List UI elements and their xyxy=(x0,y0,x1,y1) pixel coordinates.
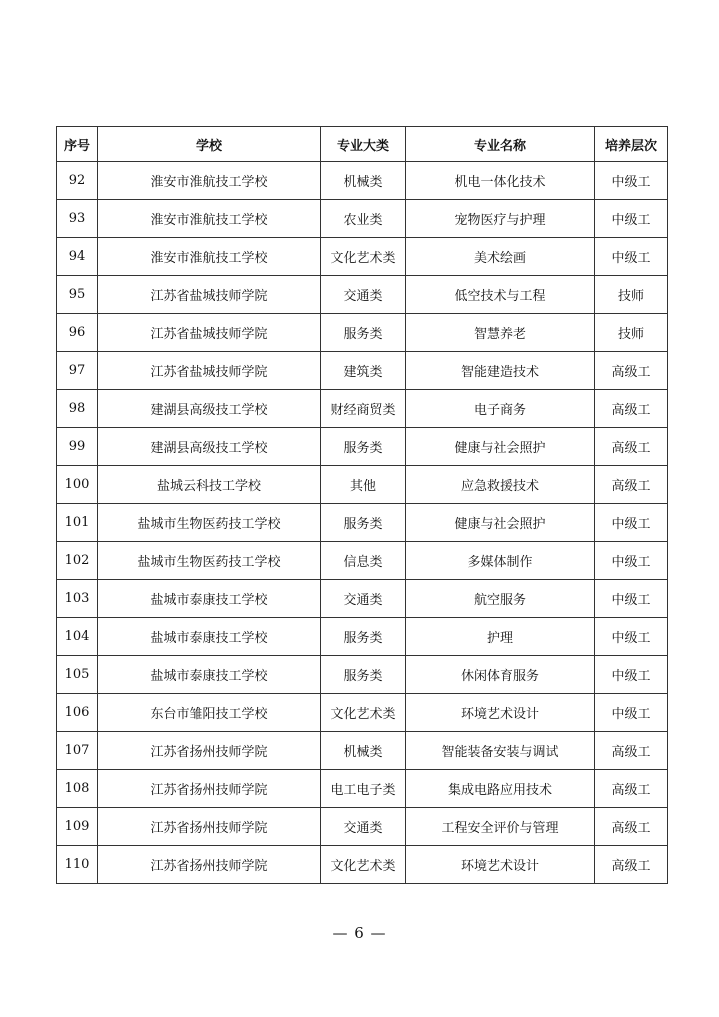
cell-major-category: 电工电子类 xyxy=(321,770,406,808)
cell-training-level: 高级工 xyxy=(595,352,668,390)
table-row xyxy=(57,428,668,466)
table-row xyxy=(57,238,668,276)
cell-training-level: 技师 xyxy=(595,276,668,314)
cell-serial-number: 96 xyxy=(57,314,98,352)
table-body xyxy=(57,162,668,884)
cell-major-category: 交通类 xyxy=(321,808,406,846)
cell-school: 盐城市泰康技工学校 xyxy=(98,580,321,618)
cell-school: 盐城市生物医药技工学校 xyxy=(98,542,321,580)
table-row xyxy=(57,694,668,732)
table-row xyxy=(57,276,668,314)
cell-school: 江苏省扬州技师学院 xyxy=(98,770,321,808)
header-serial-number: 序号 xyxy=(57,127,98,162)
cell-major-category: 财经商贸类 xyxy=(321,390,406,428)
cell-serial-number: 106 xyxy=(57,694,98,732)
cell-training-level: 中级工 xyxy=(595,542,668,580)
cell-school: 江苏省盐城技师学院 xyxy=(98,314,321,352)
table-row xyxy=(57,846,668,884)
cell-serial-number: 94 xyxy=(57,238,98,276)
cell-school: 淮安市淮航技工学校 xyxy=(98,200,321,238)
cell-major-name: 环境艺术设计 xyxy=(406,846,595,884)
cell-training-level: 中级工 xyxy=(595,200,668,238)
cell-school: 江苏省盐城技师学院 xyxy=(98,352,321,390)
cell-school: 盐城市泰康技工学校 xyxy=(98,618,321,656)
cell-serial-number: 105 xyxy=(57,656,98,694)
cell-school: 淮安市淮航技工学校 xyxy=(98,162,321,200)
cell-serial-number: 98 xyxy=(57,390,98,428)
cell-major-category: 文化艺术类 xyxy=(321,694,406,732)
cell-training-level: 中级工 xyxy=(595,618,668,656)
cell-major-category: 服务类 xyxy=(321,618,406,656)
cell-serial-number: 102 xyxy=(57,542,98,580)
table-row xyxy=(57,504,668,542)
cell-major-name: 集成电路应用技术 xyxy=(406,770,595,808)
cell-school: 淮安市淮航技工学校 xyxy=(98,238,321,276)
cell-training-level: 高级工 xyxy=(595,466,668,504)
table-row xyxy=(57,162,668,200)
cell-major-name: 电子商务 xyxy=(406,390,595,428)
header-school: 学校 xyxy=(98,127,321,162)
cell-training-level: 高级工 xyxy=(595,846,668,884)
cell-major-name: 应急救援技术 xyxy=(406,466,595,504)
cell-serial-number: 99 xyxy=(57,428,98,466)
cell-school: 盐城云科技工学校 xyxy=(98,466,321,504)
table-row xyxy=(57,314,668,352)
cell-major-name: 智慧养老 xyxy=(406,314,595,352)
cell-major-name: 美术绘画 xyxy=(406,238,595,276)
cell-major-name: 健康与社会照护 xyxy=(406,504,595,542)
cell-major-category: 其他 xyxy=(321,466,406,504)
cell-major-name: 宠物医疗与护理 xyxy=(406,200,595,238)
cell-serial-number: 100 xyxy=(57,466,98,504)
header-major-name: 专业名称 xyxy=(406,127,595,162)
cell-major-name: 航空服务 xyxy=(406,580,595,618)
cell-serial-number: 109 xyxy=(57,808,98,846)
cell-school: 江苏省扬州技师学院 xyxy=(98,808,321,846)
table-row xyxy=(57,580,668,618)
cell-school: 建湖县高级技工学校 xyxy=(98,390,321,428)
table-row xyxy=(57,466,668,504)
header-training-level: 培养层次 xyxy=(595,127,668,162)
cell-major-category: 服务类 xyxy=(321,428,406,466)
cell-training-level: 中级工 xyxy=(595,580,668,618)
cell-major-category: 机械类 xyxy=(321,162,406,200)
cell-training-level: 高级工 xyxy=(595,428,668,466)
cell-serial-number: 104 xyxy=(57,618,98,656)
cell-serial-number: 107 xyxy=(57,732,98,770)
cell-major-category: 机械类 xyxy=(321,732,406,770)
cell-major-category: 农业类 xyxy=(321,200,406,238)
cell-training-level: 中级工 xyxy=(595,694,668,732)
cell-serial-number: 95 xyxy=(57,276,98,314)
cell-school: 江苏省扬州技师学院 xyxy=(98,846,321,884)
cell-training-level: 中级工 xyxy=(595,504,668,542)
cell-training-level: 技师 xyxy=(595,314,668,352)
cell-major-name: 护理 xyxy=(406,618,595,656)
table-row xyxy=(57,542,668,580)
cell-training-level: 高级工 xyxy=(595,390,668,428)
table-row xyxy=(57,808,668,846)
cell-major-category: 服务类 xyxy=(321,504,406,542)
cell-school: 盐城市生物医药技工学校 xyxy=(98,504,321,542)
cell-major-category: 文化艺术类 xyxy=(321,238,406,276)
cell-major-name: 智能建造技术 xyxy=(406,352,595,390)
cell-major-category: 服务类 xyxy=(321,314,406,352)
cell-training-level: 高级工 xyxy=(595,770,668,808)
cell-school: 江苏省扬州技师学院 xyxy=(98,732,321,770)
table-row xyxy=(57,352,668,390)
cell-serial-number: 103 xyxy=(57,580,98,618)
header-major-category: 专业大类 xyxy=(321,127,406,162)
page-number: — 6 — xyxy=(332,924,387,942)
cell-major-category: 建筑类 xyxy=(321,352,406,390)
table-header-row xyxy=(57,127,668,162)
cell-training-level: 中级工 xyxy=(595,162,668,200)
cell-major-name: 多媒体制作 xyxy=(406,542,595,580)
cell-training-level: 高级工 xyxy=(595,732,668,770)
cell-major-name: 工程安全评价与管理 xyxy=(406,808,595,846)
cell-serial-number: 101 xyxy=(57,504,98,542)
cell-school: 建湖县高级技工学校 xyxy=(98,428,321,466)
majors-table xyxy=(56,126,668,884)
cell-major-category: 信息类 xyxy=(321,542,406,580)
table-row xyxy=(57,656,668,694)
cell-major-category: 交通类 xyxy=(321,276,406,314)
cell-serial-number: 93 xyxy=(57,200,98,238)
cell-serial-number: 108 xyxy=(57,770,98,808)
table-row xyxy=(57,770,668,808)
cell-major-name: 低空技术与工程 xyxy=(406,276,595,314)
cell-school: 盐城市泰康技工学校 xyxy=(98,656,321,694)
cell-major-category: 交通类 xyxy=(321,580,406,618)
cell-major-name: 健康与社会照护 xyxy=(406,428,595,466)
table-row xyxy=(57,390,668,428)
cell-school: 江苏省盐城技师学院 xyxy=(98,276,321,314)
cell-serial-number: 97 xyxy=(57,352,98,390)
cell-major-category: 服务类 xyxy=(321,656,406,694)
cell-major-name: 机电一体化技术 xyxy=(406,162,595,200)
cell-major-name: 智能装备安装与调试 xyxy=(406,732,595,770)
cell-major-name: 休闲体育服务 xyxy=(406,656,595,694)
cell-training-level: 中级工 xyxy=(595,238,668,276)
table-row xyxy=(57,200,668,238)
cell-serial-number: 110 xyxy=(57,846,98,884)
cell-major-name: 环境艺术设计 xyxy=(406,694,595,732)
cell-serial-number: 92 xyxy=(57,162,98,200)
cell-major-category: 文化艺术类 xyxy=(321,846,406,884)
cell-training-level: 中级工 xyxy=(595,656,668,694)
cell-school: 东台市雏阳技工学校 xyxy=(98,694,321,732)
cell-training-level: 高级工 xyxy=(595,808,668,846)
table-row xyxy=(57,732,668,770)
table-row xyxy=(57,618,668,656)
